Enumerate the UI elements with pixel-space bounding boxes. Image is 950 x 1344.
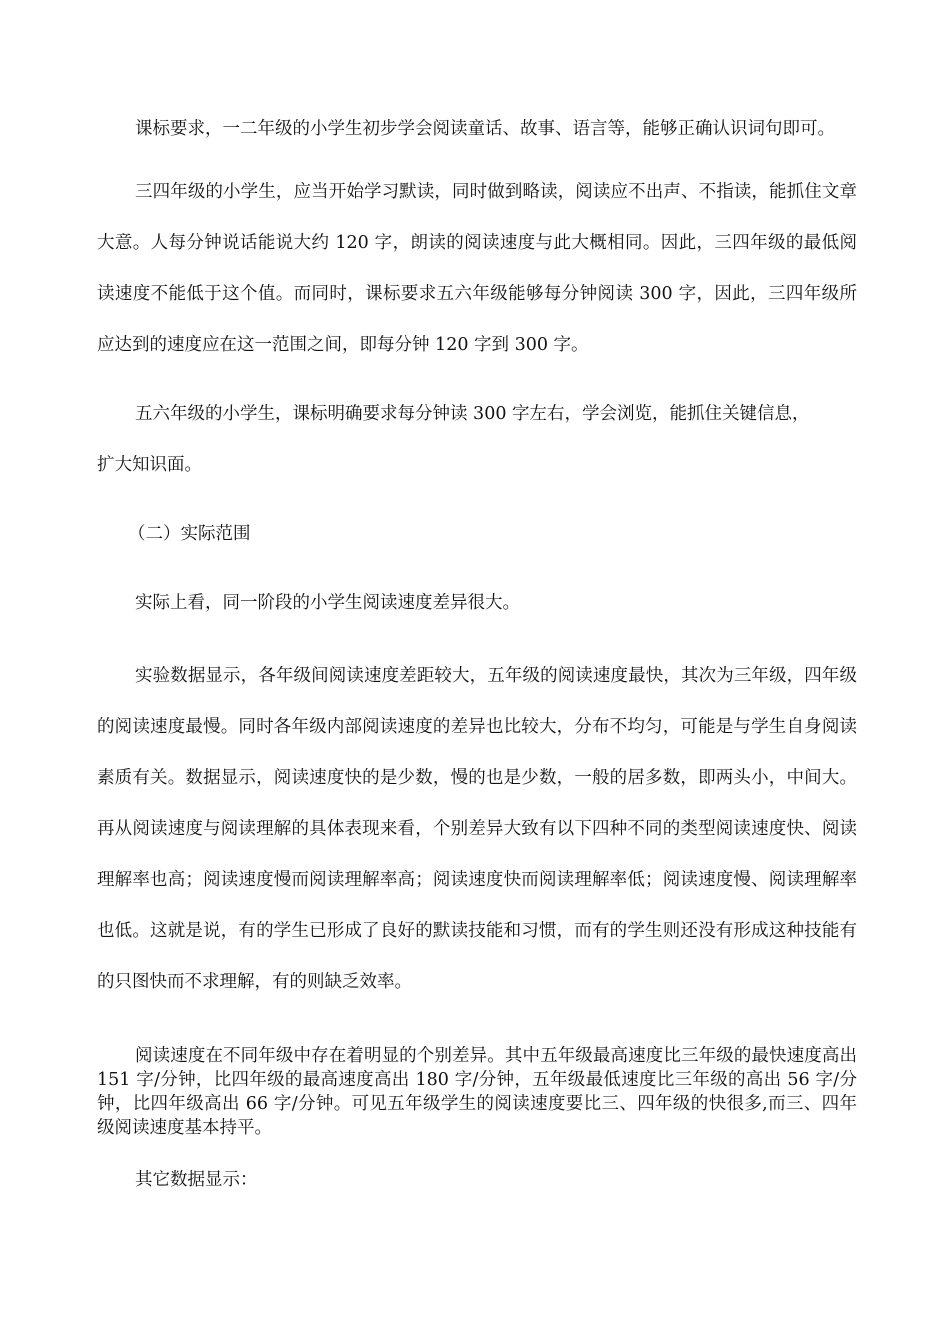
paragraph-grade-5-6-continued: 扩大知识面。 (97, 455, 202, 475)
paragraph-grade-3-4: 三四年级的小学生，应当开始学习默读，同时做到略读，阅读应不出声、不指读，能抓住文章大意。人每分钟说话能说大约 120 字，朗读的阅读速度与此大概相同。因此，三四年级的最低阅读速度不能低于这个值。而同时，课标要求五六年级能够每分钟阅读 300 字，因此，三四年级所应达到的速度应在这一范围之间，即每分钟 120 字到 300 字。 (97, 182, 857, 355)
paragraph-grade-5-6: 五六年级的小学生，课标明确要求每分钟读 300 字左右，学会浏览，能抓住关键信息， (135, 404, 810, 424)
paragraph-experiment-data: 实验数据显示，各年级间阅读速度差距较大，五年级的阅读速度最快，其次为三年级，四年级的阅读速度最慢。同时各年级内部阅读速度的差异也比较大，分布不均匀，可能是与学生自身阅读素质有关。数据显示，阅读速度快的是少数，慢的也是少数，一般的居多数，即两头小，中间大。再从阅读速度与阅读理解的具体表现来看，个别差异大致有以下四种不同的类型阅读速度快、阅读理解率也高；阅读速度慢而阅读理解率高；阅读速度快而阅读理解率低；阅读速度慢、阅读理解率也低。这就是说，有的学生已形成了良好的默读技能和习惯，而有的学生则还没有形成这种技能有的只图快而不求理解，有的则缺乏效率。 (97, 666, 857, 992)
paragraph-actual-range: 实际上看，同一阶段的小学生阅读速度差异很大。 (135, 593, 520, 613)
section-heading: （二）实际范围 (128, 524, 251, 544)
paragraph-grade-1-2: 课标要求，一二年级的小学生初步学会阅读童话、故事、语言等，能够正确认识词句即可。 (135, 119, 835, 139)
paragraph-other-data: 其它数据显示： (135, 1170, 258, 1190)
paragraph-grade-differences: 阅读速度在不同年级中存在着明显的个别差异。其中五年级最高速度比三年级的最快速度高出 151 字/分钟，比四年级的最高速度高出 180 字/分钟，五年级最低速度比三年级的高出 56 字/分钟，比四年级高出 66 字/分钟。可见五年级学生的阅读速度要比三、四年级的快很多,而三、四年级阅读速度基本持平。 (97, 1046, 857, 1138)
